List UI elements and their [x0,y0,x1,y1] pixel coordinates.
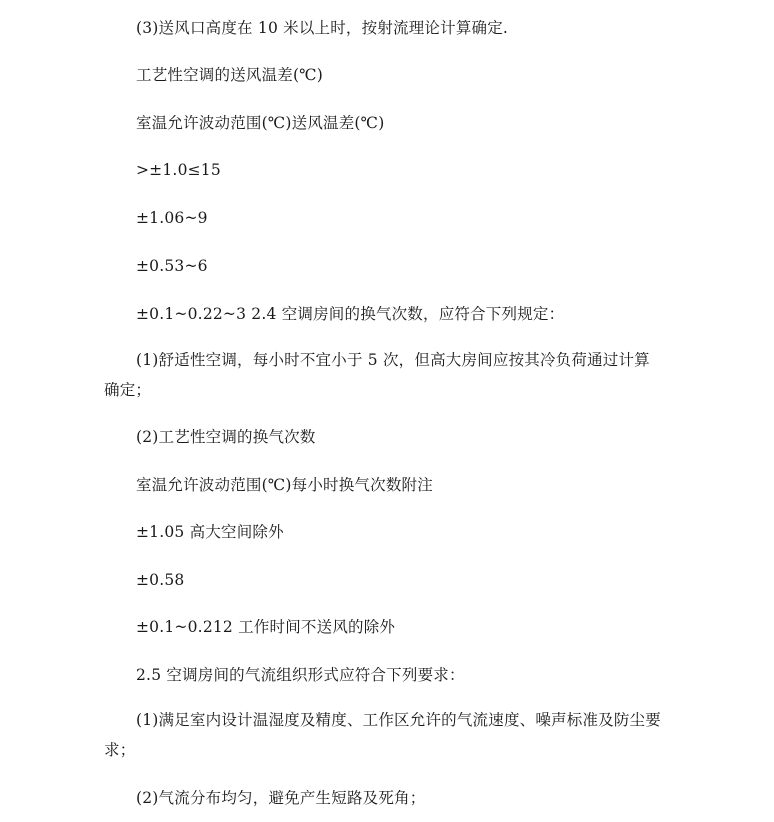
paragraph-range-row-1: >±1.0≤15 [136,161,221,179]
paragraph-comfort-ac: (1)舒适性空调，每小时不宜小于 5 次，但高大房间应按其冷负荷通过计算确定； [104,351,650,399]
paragraph-air-changes-row-1: ±1.05 高大空间除外 [136,523,284,541]
paragraph-air-changes-row-2: ±0.58 [136,571,185,589]
paragraph-air-changes-row-3: ±0.1~0.212 工作时间不送风的除外 [136,618,396,636]
paragraph-range-row-3: ±0.53~6 [136,257,208,275]
paragraph-range-row-2: ±1.06~9 [136,209,208,227]
paragraph-section-2-5: 2.5 空调房间的气流组织形式应符合下列要求： [136,666,465,684]
paragraph-process-ac-temp-diff: 工艺性空调的送风温差(℃) [136,66,324,84]
paragraph-air-outlet-height: (3)送风口高度在 10 米以上时，按射流理论计算确定. [136,19,509,37]
paragraph-indoor-requirements: (1)满足室内设计温湿度及精度、工作区允许的气流速度、噪声标准及防尘要求； [104,711,661,759]
paragraph-range-row-4-section-2-4: ±0.1~0.22~3 2.4 空调房间的换气次数，应符合下列规定： [136,305,565,323]
paragraph-room-temp-range-header: 室温允许波动范围(℃)送风温差(℃) [136,114,385,132]
paragraph-process-ac-air-changes: (2)工艺性空调的换气次数 [136,428,316,446]
paragraph-air-changes-header: 室温允许波动范围(℃)每小时换气次数附注 [136,476,433,494]
paragraph-air-distribution: (2)气流分布均匀，避免产生短路及死角； [136,789,426,807]
